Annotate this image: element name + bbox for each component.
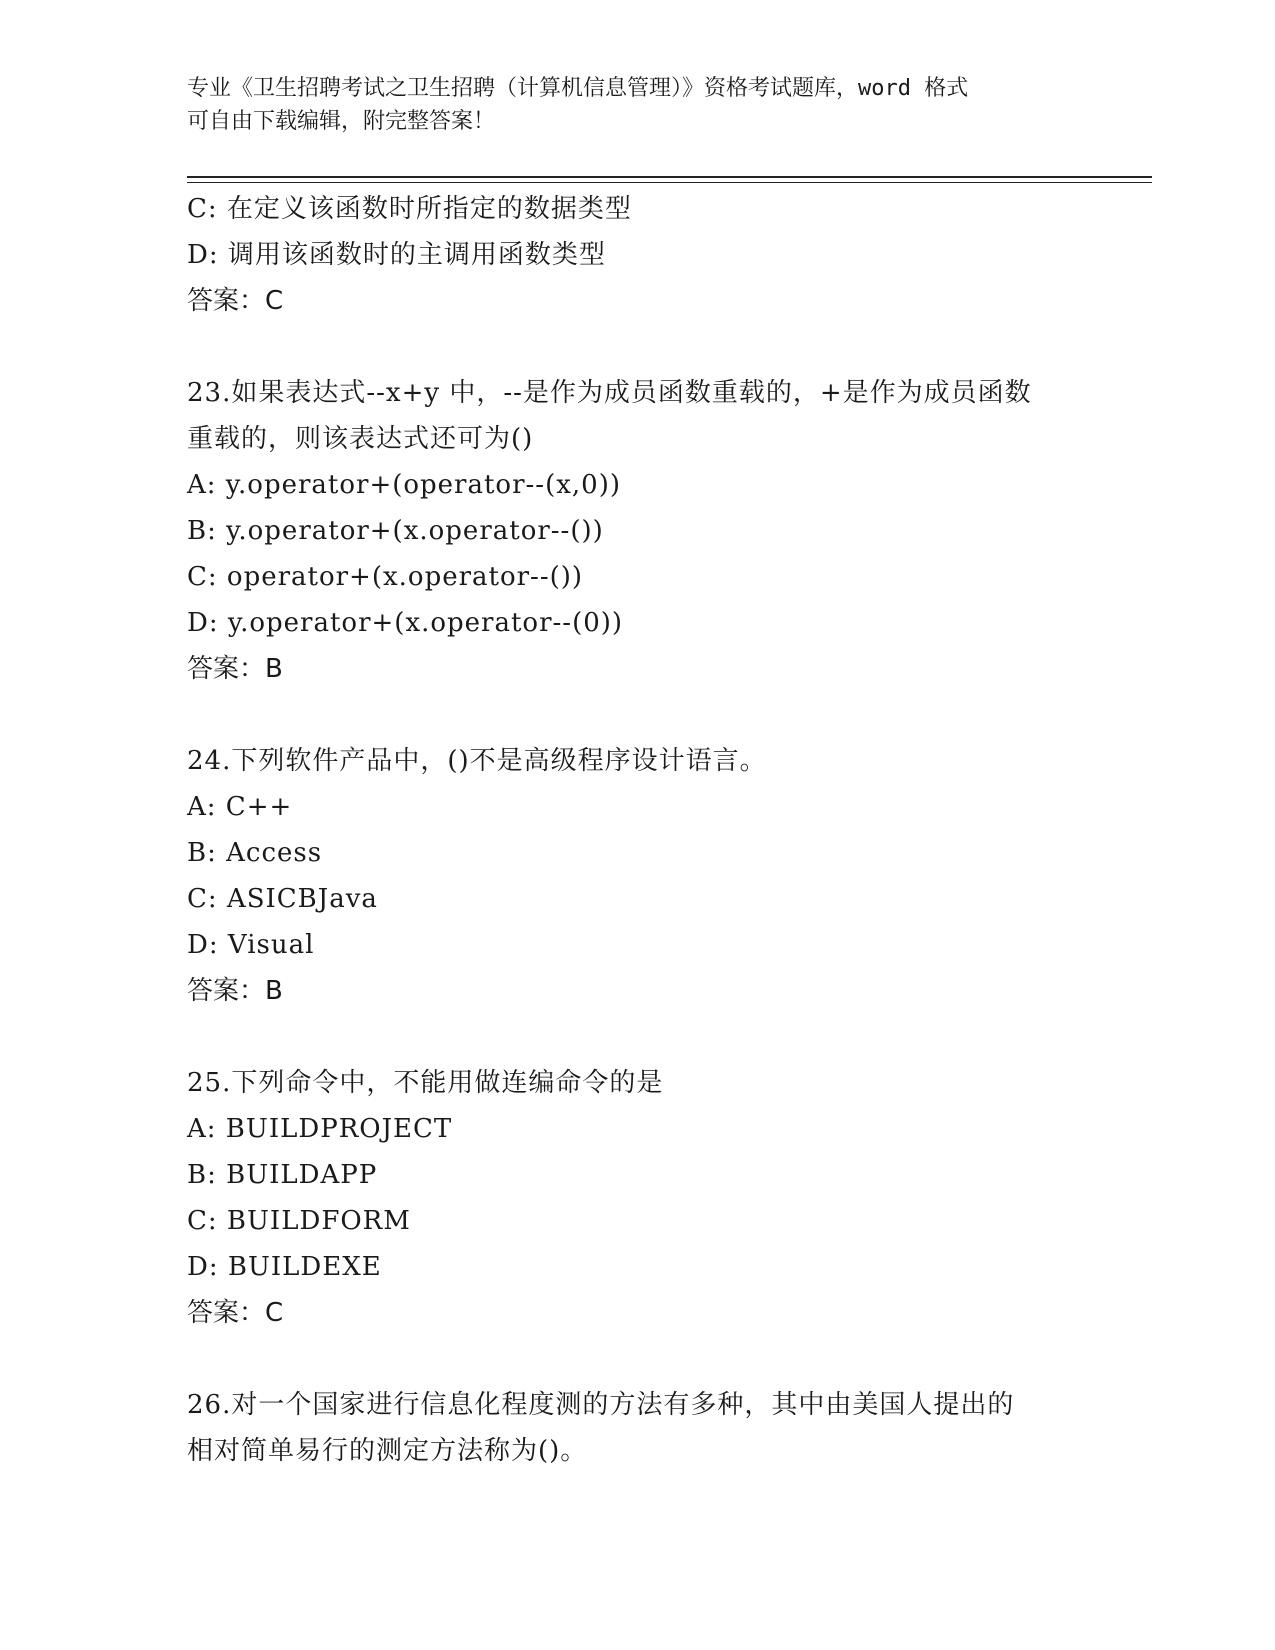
option-c: C: 在定义该函数时所指定的数据类型 <box>187 194 632 224</box>
answer-label: 答案：B <box>187 976 283 1006</box>
option-a: A: BUILDPROJECT <box>187 1114 453 1144</box>
question-24 <box>187 738 1127 1014</box>
question-23 <box>187 370 1127 692</box>
option-c: C: operator+(x.operator--()) <box>187 562 584 592</box>
question-26 <box>187 1382 1127 1474</box>
header-line-2: 可自由下载编辑，附完整答案！ <box>187 109 496 134</box>
option-d: D: y.operator+(x.operator--(0)) <box>187 608 624 638</box>
question-gap <box>187 1336 1127 1382</box>
option-d: D: Visual <box>187 930 315 960</box>
option-b: B: Access <box>187 838 323 868</box>
question-stem: 重载的，则该表达式还可为() <box>187 424 534 454</box>
option-b: B: y.operator+(x.operator--()) <box>187 516 604 546</box>
question-stem: 26.对一个国家进行信息化程度测的方法有多种，其中由美国人提出的 <box>187 1390 1015 1420</box>
header-line-1: 专业《卫生招聘考试之卫生招聘（计算机信息管理）》资格考试题库，word 格式 <box>187 76 969 101</box>
question-25 <box>187 1060 1127 1336</box>
question-stem: 25.下列命令中，不能用做连编命令的是 <box>187 1068 664 1098</box>
question-stem: 23.如果表达式--x+y 中，--是作为成员函数重载的，+是作为成员函数 <box>187 378 1032 408</box>
question-22-continued <box>187 186 1127 324</box>
header-divider-thin <box>187 182 1152 183</box>
question-stem: 相对简单易行的测定方法称为()。 <box>187 1436 588 1466</box>
question-gap <box>187 1014 1127 1060</box>
question-stem: 24.下列软件产品中，()不是高级程序设计语言。 <box>187 746 767 776</box>
option-d: D: BUILDEXE <box>187 1252 382 1282</box>
question-gap <box>187 324 1127 370</box>
option-d: D: 调用该函数时的主调用函数类型 <box>187 240 606 270</box>
option-c: C: BUILDFORM <box>187 1206 411 1236</box>
answer-label: 答案：C <box>187 286 284 316</box>
header-divider-thick <box>187 176 1152 178</box>
answer-label: 答案：B <box>187 654 283 684</box>
document-header <box>187 72 1087 138</box>
option-a: A: y.operator+(operator--(x,0)) <box>187 470 621 500</box>
option-b: B: BUILDAPP <box>187 1160 378 1190</box>
document-body <box>187 186 1127 1474</box>
answer-label: 答案：C <box>187 1298 284 1328</box>
option-a: A: C++ <box>187 792 293 822</box>
question-gap <box>187 692 1127 738</box>
option-c: C: ASICBJava <box>187 884 378 914</box>
